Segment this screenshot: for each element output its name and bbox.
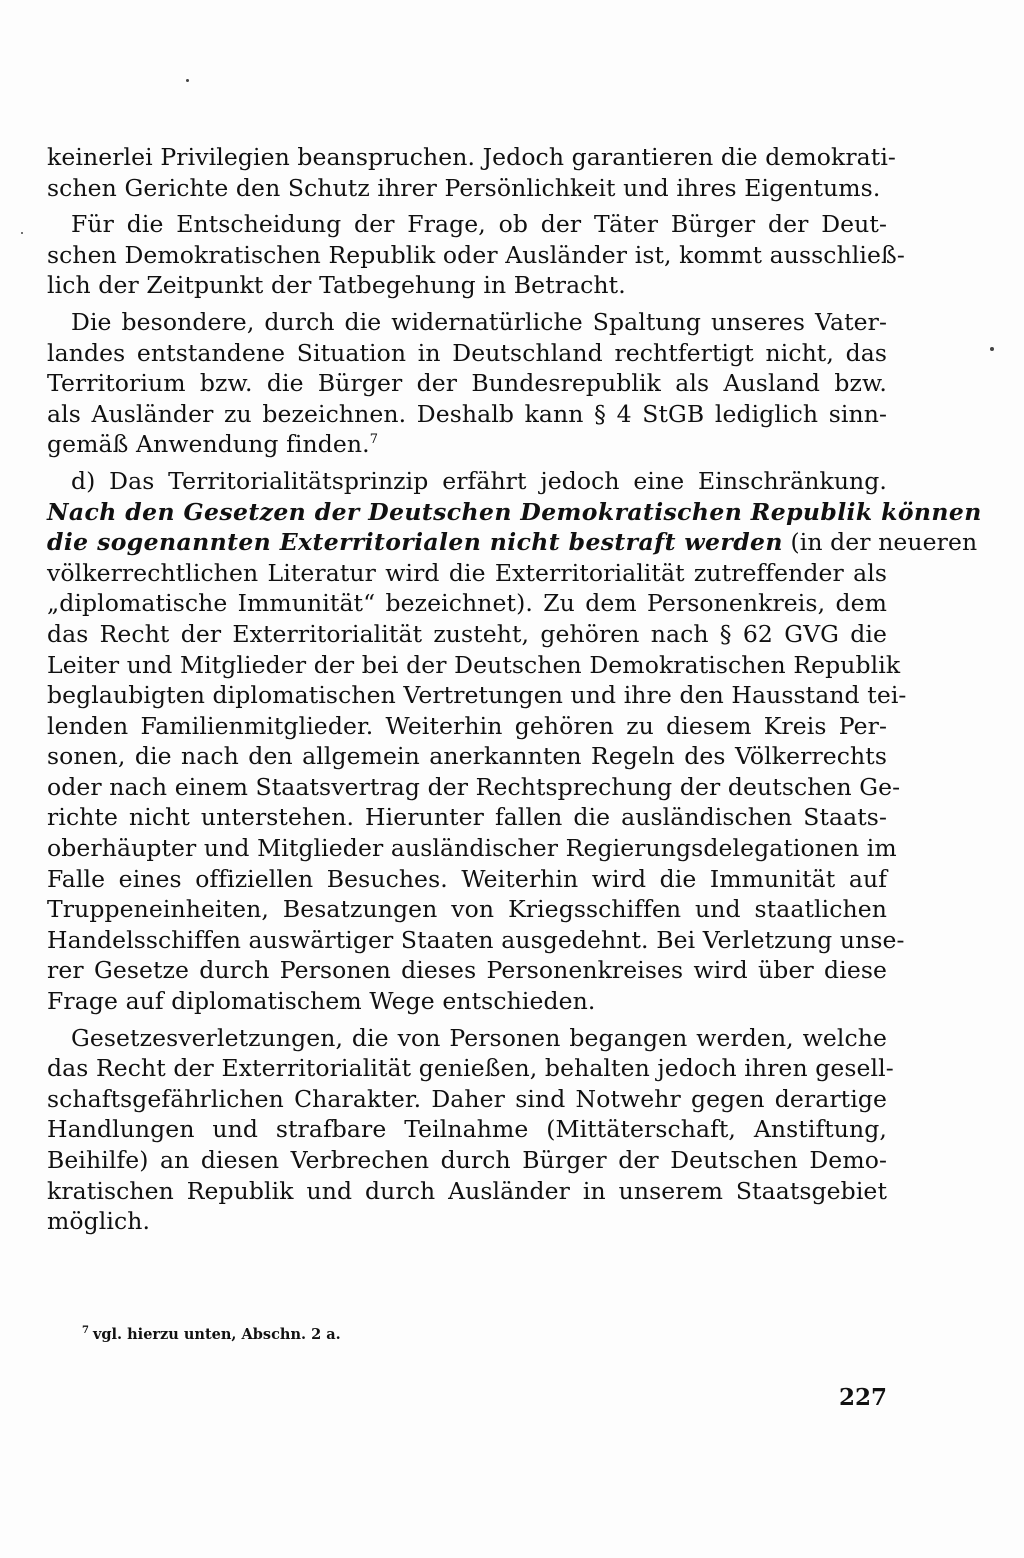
paragraph-3 xyxy=(47,307,887,460)
text-line: das Recht der Exterritorialität genießen, behalten jedoch ihren gesell- xyxy=(47,1054,894,1083)
text-line: „diplomatische Immunität“ bezeichnet). Zu dem Personenkreis, dem xyxy=(47,589,887,618)
paragraph-1 xyxy=(47,142,896,203)
text-line: kratischen Republik und durch Ausländer in unserem Staatsgebiet xyxy=(47,1176,887,1205)
footnote-reference: 7 xyxy=(369,432,379,448)
footnote xyxy=(82,1325,341,1343)
emphasized-text: die sogenannten Exterritorialen nicht bestraft werden xyxy=(47,528,783,557)
text-line-content: gemäß Anwendung finden. xyxy=(47,430,370,459)
print-speck xyxy=(990,347,994,351)
paragraph-d xyxy=(47,466,982,1017)
print-speck xyxy=(21,232,23,234)
text-line: rer Gesetze durch Personen dieses Personenkreises wird über diese xyxy=(47,956,887,985)
text-line: Für die Entscheidung der Frage, ob der Täter Bürger der Deut- xyxy=(71,210,887,239)
emphasized-text-line: Nach den Gesetzen der Deutschen Demokratischen Republik können xyxy=(47,497,982,526)
paragraph-last xyxy=(47,1023,894,1237)
text-line: möglich. xyxy=(47,1207,151,1236)
text-line: Frage auf diplomatischem Wege entschieden. xyxy=(47,987,596,1016)
page-number: 227 xyxy=(839,1384,888,1411)
text-line xyxy=(47,429,887,460)
text-line: Die besondere, durch die widernatürliche Spaltung unseres Vater- xyxy=(71,307,887,336)
paragraph-2 xyxy=(47,209,905,301)
text-line-content: (in der neueren xyxy=(782,528,978,557)
text-line: Gesetzesverletzungen, die von Personen begangen werden, welche xyxy=(71,1023,887,1052)
text-line: oder nach einem Staatsvertrag der Rechtsprechung der deutschen Ge- xyxy=(47,772,901,801)
print-speck xyxy=(186,79,189,82)
text-line: lenden Familienmitglieder. Weiterhin gehören zu diesem Kreis Per- xyxy=(47,711,887,740)
body-text xyxy=(47,142,982,1243)
text-line: das Recht der Exterritorialität zusteht, gehören nach § 62 GVG die xyxy=(47,619,887,648)
text-line: schen Demokratischen Republik oder Ausländer ist, kommt ausschließ- xyxy=(47,240,905,269)
text-line: Handlungen und strafbare Teilnahme (Mittäterschaft, Anstiftung, xyxy=(47,1115,887,1144)
footnote-mark: 7 xyxy=(82,1325,89,1336)
text-line: Falle eines offiziellen Besuches. Weiterhin wird die Immunität auf xyxy=(47,864,887,893)
text-line: d) Das Territorialitätsprinzip erfährt jedoch eine Einschränkung. xyxy=(71,466,887,495)
text-line: Handelsschiffen auswärtiger Staaten ausgedehnt. Bei Verletzung unse- xyxy=(47,925,905,954)
text-line: als Ausländer zu bezeichnen. Deshalb kann § 4 StGB lediglich sinn- xyxy=(47,399,887,428)
text-line: Leiter und Mitglieder der bei der Deutschen Demokratischen Republik xyxy=(47,650,901,679)
text-line: völkerrechtlichen Literatur wird die Exterritorialität zutreffender als xyxy=(47,558,887,587)
text-line: landes entstandene Situation in Deutschland rechtfertigt nicht, das xyxy=(47,338,887,367)
text-line: lich der Zeitpunkt der Tatbegehung in Betracht. xyxy=(47,271,626,300)
text-line: Beihilfe) an diesen Verbrechen durch Bürger der Deutschen Demo- xyxy=(47,1146,887,1174)
text-line: Truppeneinheiten, Besatzungen von Kriegsschiffen und staatlichen xyxy=(47,895,887,924)
text-line: schen Gerichte den Schutz ihrer Persönlichkeit und ihres Eigentums. xyxy=(47,173,881,202)
text-line xyxy=(47,527,978,558)
text-line: sonen, die nach den allgemein anerkannten Regeln des Völkerrechts xyxy=(47,742,887,771)
footnote-text: vgl. hierzu unten, Abschn. 2 a. xyxy=(92,1325,341,1343)
text-line: oberhäupter und Mitglieder ausländischer Regierungsdelegationen im xyxy=(47,834,897,863)
text-line: schaftsgefährlichen Charakter. Daher sind Notwehr gegen derartige xyxy=(47,1084,887,1113)
text-line: richte nicht unterstehen. Hierunter fallen die ausländischen Staats- xyxy=(47,803,887,832)
text-line: Territorium bzw. die Bürger der Bundesrepublik als Ausland bzw. xyxy=(47,369,887,398)
text-line: keinerlei Privilegien beanspruchen. Jedoch garantieren die demokrati- xyxy=(47,143,896,171)
text-line: beglaubigten diplomatischen Vertretungen und ihre den Hausstand tei- xyxy=(47,681,907,710)
